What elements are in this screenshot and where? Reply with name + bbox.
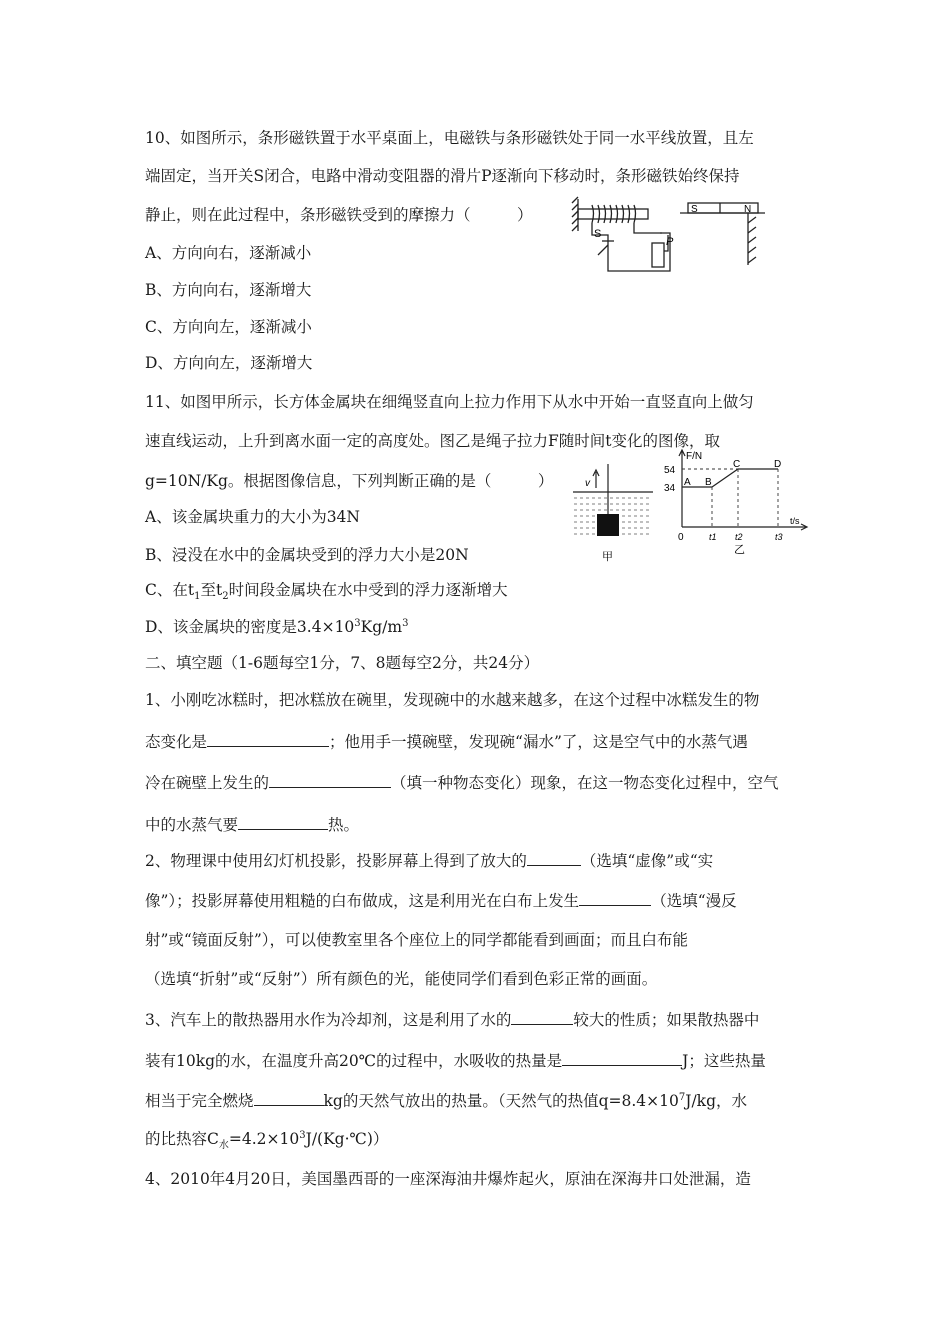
q11-stem-line-3: g=10N/Kg。根据图像信息，下列判断正确的是（ ） [145, 472, 554, 490]
q10-stem-line-3: 静止，则在此过程中，条形磁铁受到的摩擦力（ ） [145, 206, 533, 224]
q11-yi-ylabel: F/N [686, 451, 703, 462]
answer-blank[interactable] [511, 1009, 573, 1025]
q11-stem-line-2: 速直线运动，上升到离水面一定的高度处。图乙是绳子拉力F随时间t变化的图像，取 [145, 432, 720, 450]
answer-blank[interactable] [207, 731, 329, 747]
q11-option-b: B、浸没在水中的金属块受到的浮力大小是20N [145, 546, 469, 564]
fill-q1-line-1: 1、小刚吃冰糕时，把冰糕放在碗里，发现碗中的水越来越多，在这个过程中冰糕发生的物 [145, 691, 760, 709]
q11-figure-jia [568, 460, 658, 570]
q11-stem-line-1: 11、如图甲所示，长方体金属块在细绳竖直向上拉力作用下从水中开始一直竖直向上做匀 [145, 393, 754, 411]
answer-blank[interactable] [269, 772, 391, 788]
q11-option-c: C、在$t_1$至$t_2$时间段金属块在水中受到的浮力逐渐增大 [145, 581, 508, 603]
q10-option-b: B、方向向右，逐渐增大 [145, 281, 312, 299]
q11-yi-point-c: C [733, 459, 741, 470]
q10-fig-label-p: P [666, 236, 674, 248]
q11-jia-velocity-label: v [585, 478, 590, 489]
q11-jia-caption: 甲 [602, 550, 613, 563]
q11-yi-point-b: B [705, 477, 712, 488]
section-2-title: 二、填空题（1-6题每空1分，7、8题每空2分，共24分） [145, 654, 540, 672]
q11-yi-xtick-t2: t2 [735, 532, 743, 542]
q11-yi-xtick-t1: t1 [709, 532, 717, 542]
q10-option-d: D、方向向左，逐渐增大 [145, 354, 313, 372]
fill-q3-line-3: 相当于完全燃烧 kg的天然气放出的热量。（天然气的热值$q=8.4\times 10^7J/kg$，水 [145, 1091, 747, 1110]
answer-blank[interactable] [254, 1090, 324, 1106]
q11-yi-ytick-54: 54 [664, 465, 676, 476]
fill-q3-line-2: 装有10kg的水，在温度升高20℃的过程中，水吸收的热量是 J；这些热量 [145, 1052, 766, 1070]
fill-q3-line-4: 的比热容$C_水=4.2\times 10^3J/(Kg\cdot℃)$） [145, 1129, 389, 1152]
q10-electromagnet-figure [570, 193, 780, 278]
q11-yi-ytick-34: 34 [664, 483, 676, 494]
q11-yi-point-a: A [684, 477, 691, 488]
q11-yi-xlabel: t/s [790, 516, 800, 526]
answer-blank[interactable] [527, 850, 581, 866]
q11-yi-point-d: D [774, 459, 782, 470]
answer-blank[interactable] [579, 890, 651, 906]
q11-yi-origin: 0 [678, 532, 684, 543]
q10-option-a: A、方向向右，逐渐减小 [145, 244, 312, 262]
fill-q3-line-1: 3、汽车上的散热器用水作为冷却剂，这是利用了水的 较大的性质；如果散热器中 [145, 1011, 760, 1029]
fill-q1-line-4: 中的水蒸气要 热。 [145, 816, 360, 834]
fill-q2-line-1: 2、物理课中使用幻灯机投影，投影屏幕上得到了放大的 （选填“虚像”或“实 [145, 852, 714, 870]
fill-q2-line-3: 射”或“镜面反射”），可以使教室里各个座位上的同学都能看到画面；而且白布能 [145, 931, 689, 949]
fill-q4-line-1: 4、2010年4月20日，美国墨西哥的一座深海油井爆炸起火，原油在深海井口处泄漏，造 [145, 1170, 751, 1188]
answer-blank[interactable] [562, 1050, 682, 1066]
q10-stem-line-1: 10、如图所示，条形磁铁置于水平桌面上，电磁铁与条形磁铁处于同一水平线放置，且左 [145, 129, 754, 147]
q11-option-a: A、该金属块重力的大小为34N [145, 508, 360, 526]
answer-blank[interactable] [238, 814, 328, 830]
q10-option-c: C、方向向左，逐渐减小 [145, 318, 312, 336]
q10-fig-label-magnet-n: N [744, 204, 752, 215]
fill-q2-line-4: （选填“折射”或“反射”）所有颜色的光，能使同学们看到色彩正常的画面。 [145, 970, 658, 988]
q10-fig-label-s-switch: S [594, 228, 602, 240]
q11-option-d: D、该金属块的密度是$3.4\times 10^3Kg/m^3$ [145, 617, 409, 636]
fill-q1-line-3: 冷在碗壁上发生的 （填一种物态变化）现象，在这一物态变化过程中，空气 [145, 774, 779, 792]
q11-yi-xtick-t3: t3 [775, 532, 783, 542]
fill-q2-line-2: 像”）；投影屏幕使用粗糙的白布做成，这是利用光在白布上发生 （选填“漫反 [145, 892, 737, 910]
q11-figure-yi [660, 447, 810, 557]
q11-yi-caption: 乙 [734, 543, 745, 556]
fill-q1-line-2: 态变化是 ；他用手一摸碗壁，发现碗“漏水”了，这是空气中的水蒸气遇 [145, 733, 748, 751]
q10-fig-label-magnet-s: S [691, 204, 698, 215]
q10-stem-line-2: 端固定，当开关S闭合，电路中滑动变阻器的滑片P逐渐向下移动时，条形磁铁始终保持 [145, 167, 740, 185]
